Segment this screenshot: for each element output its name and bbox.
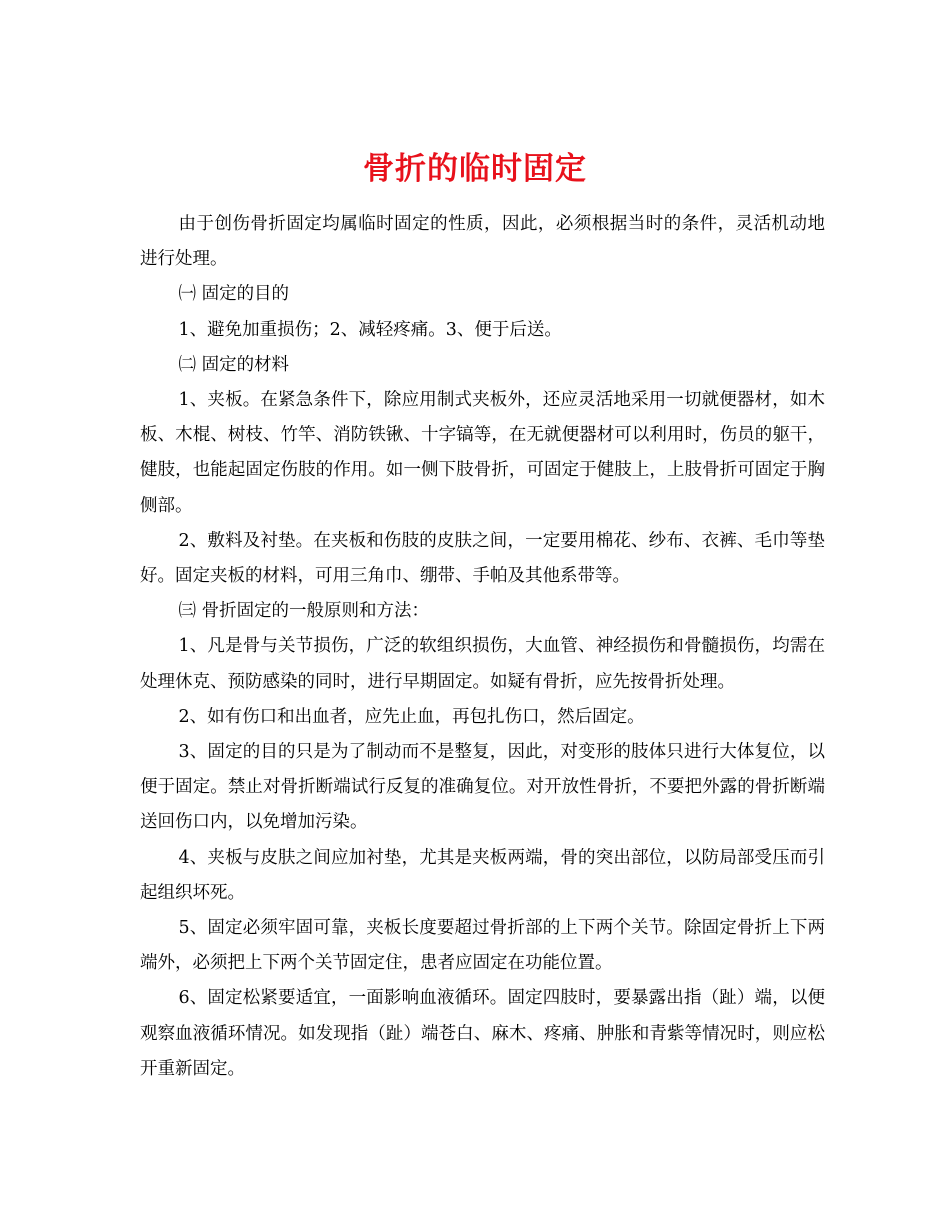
purpose-list: 1、避免加重损伤；2、减轻疼痛。3、便于后送。 xyxy=(178,319,562,340)
materials-splint-paragraph: 1、夹板。在紧急条件下，除应用制式夹板外，还应灵活地采用一切就便器材，如木板、木棍、树枝、竹竿、消防铁锹、十字镐等，在无就便器材可以利用时，伤员的躯干，健肢，也能起固定伤肢的作用。如一侧下肢骨折，可固定于健肢上，上肢骨折可固定于胸侧部。 xyxy=(140,390,825,516)
page-title: 骨折的临时固定 xyxy=(363,150,587,187)
principle-6-paragraph: 6、固定松紧要适宜，一面影响血液循环。固定四肢时，要暴露出指（趾）端，以便观察血液循环情况。如发现指（趾）端苍白、麻木、疼痛、肿胀和青紫等情况时，则应松开重新固定。 xyxy=(140,988,825,1079)
principle-4-paragraph: 4、夹板与皮肤之间应加衬垫，尤其是夹板两端，骨的突出部位，以防局部受压而引起组织坏死。 xyxy=(140,847,825,903)
principle-5-paragraph: 5、固定必须牢固可靠，夹板长度要超过骨折部的上下两个关节。除固定骨折上下两端外，必须把上下两个关节固定住，患者应固定在功能位置。 xyxy=(140,918,825,974)
document-body xyxy=(140,207,825,1087)
principle-3-paragraph: 3、固定的目的只是为了制动而不是整复，因此，对变形的肢体只进行大体复位，以便于固定。禁止对骨折断端试行反复的准确复位。对开放性骨折，不要把外露的骨折断端送回伤口内，以免增加污染。 xyxy=(140,742,825,833)
materials-dressing-paragraph: 2、敷料及衬垫。在夹板和伤肢的皮肤之间，一定要用棉花、纱布、衣裤、毛巾等垫好。固定夹板的材料，可用三角巾、绷带、手帕及其他系带等。 xyxy=(140,530,825,587)
principle-2-paragraph: 2、如有伤口和出血者，应先止血，再包扎伤口，然后固定。 xyxy=(178,706,645,727)
section-heading-materials: ㈡ 固定的材料 xyxy=(178,354,290,375)
principle-1-paragraph: 1、凡是骨与关节损伤，广泛的软组织损伤，大血管、神经损伤和骨髓损伤，均需在处理休克、预防感染的同时，进行早期固定。如疑有骨折，应先按骨折处理。 xyxy=(140,636,825,692)
intro-paragraph: 由于创伤骨折固定均属临时固定的性质，因此，必须根据当时的条件，灵活机动地进行处理。 xyxy=(140,214,825,270)
section-heading-principles: ㈢ 骨折固定的一般原则和方法： xyxy=(178,601,430,622)
section-heading-purpose: ㈠ 固定的目的 xyxy=(178,284,290,305)
